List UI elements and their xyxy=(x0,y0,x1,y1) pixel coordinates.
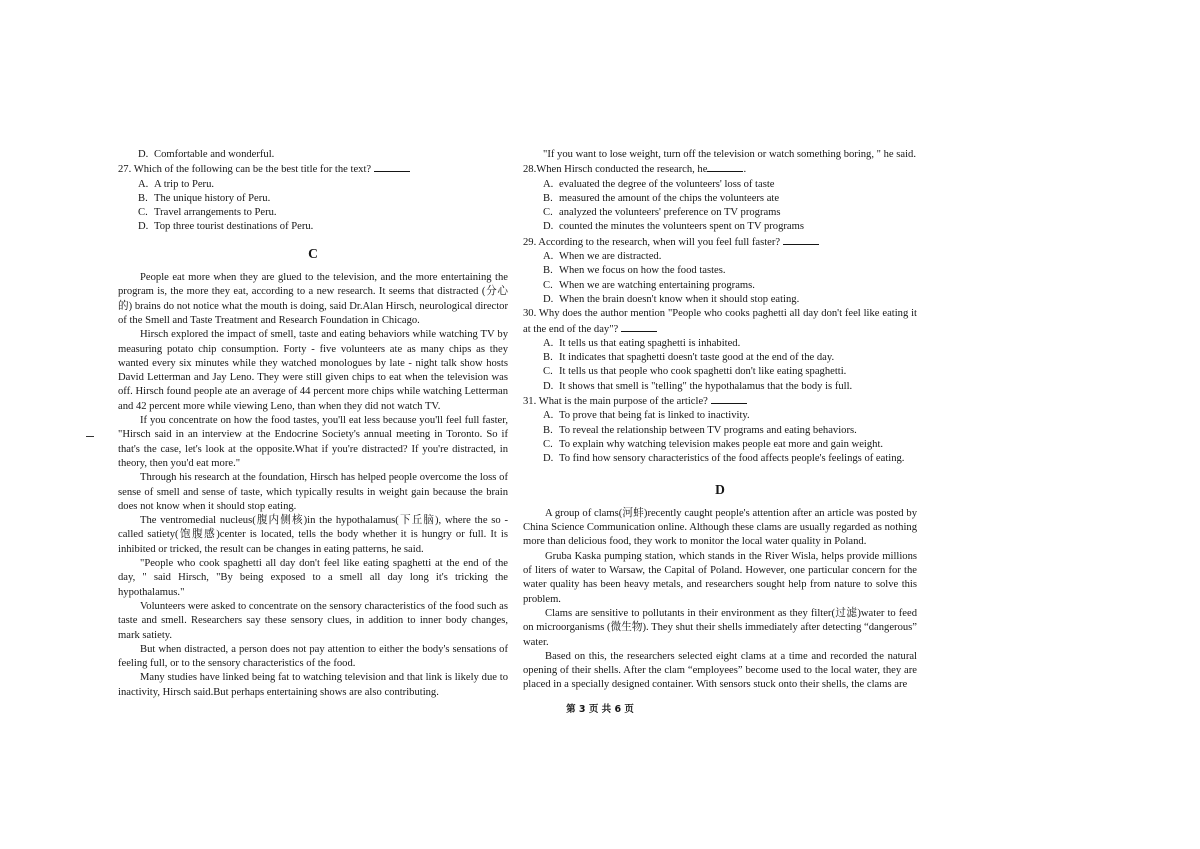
question-stem-text: 31. What is the main purpose of the article? xyxy=(523,396,708,408)
question-stem xyxy=(523,162,917,177)
option-letter: C. xyxy=(543,366,553,378)
question-30 xyxy=(523,307,917,394)
passage-paragraph: Gruba Kaska pumping station, which stands in the River Wisla, helps provide millions of liters of water to Warsaw, the Capital of Poland. However, one particular concern for the water quality has been heavy metals, and researchers sought help from nature to solve this problem. xyxy=(523,550,917,605)
option-letter: B. xyxy=(138,192,148,204)
option-text: Comfortable and wonderful. xyxy=(154,149,275,160)
option-letter: A. xyxy=(543,251,554,263)
stem-period: . xyxy=(743,164,747,176)
option-text: It tells us that people who cook spaghetti don't like eating spaghetti. xyxy=(559,366,847,378)
question-27 xyxy=(118,162,508,234)
section-c-title: C xyxy=(308,245,318,261)
option-letter: A. xyxy=(543,178,554,190)
quote-line: "If you want to lose weight, turn off the television or watch something boring, " he said. xyxy=(543,149,916,160)
q26-option-d xyxy=(118,148,508,162)
question-29 xyxy=(523,235,917,307)
option-text: When we focus on how the food tastes. xyxy=(559,265,726,277)
question-stem-text: 28.When Hirsch conducted the research, he xyxy=(523,164,708,176)
option-text: To reveal the relationship between TV programs and eating behaviors. xyxy=(559,424,857,436)
option-letter: D. xyxy=(138,149,149,160)
option-letter: D. xyxy=(543,293,554,305)
option-text: When we are watching entertaining programs. xyxy=(559,279,755,291)
option-text: It indicates that spaghetti doesn't taste good at the end of the day. xyxy=(559,352,835,364)
passage-paragraph: If you concentrate on how the food tastes, you'll eat less because you'll feel full faster, "Hirsch said in an interview at the Endocrine Society's annual meeting in Toronto. So if that's the case, let's look at the opposite.What if you're distracted? If you're distracted, in theory, then you'd eat more." xyxy=(118,415,508,469)
option-text: To find how sensory characteristics of the food affects people's feelings of eating. xyxy=(559,453,905,465)
passage-paragraph: A group of clams(河蚌)recently caught people's attention after an article was posted by China Science Communication online. Although these clams are usually regarded as nothing more than delicious food, they work to monitor the local water quality in Poland. xyxy=(523,507,917,548)
option xyxy=(523,264,917,278)
option xyxy=(523,279,917,293)
option xyxy=(523,250,917,264)
option-letter: C. xyxy=(543,207,553,219)
option xyxy=(118,178,508,192)
question-stem xyxy=(118,162,508,177)
page-number-footer: 第 3 页 共 6 页 xyxy=(566,704,634,715)
answer-blank xyxy=(707,162,743,172)
option xyxy=(118,192,508,206)
option-letter: B. xyxy=(543,424,553,436)
option xyxy=(523,380,917,394)
passage-paragraph: Based on this, the researchers selected eight clams at a time and recorded the natural opening of their shells. After the clam “employees” become used to the local water, they are placed in a specially designed container. With sensors stuck onto their shells, the clams are xyxy=(523,650,917,691)
margin-mark xyxy=(86,436,94,437)
question-stem xyxy=(523,235,917,250)
option-text: It shows that smell is "telling" the hypothalamus that the body is full. xyxy=(559,380,853,392)
option xyxy=(523,192,917,206)
option-text: analyzed the volunteers' preference on TV programs xyxy=(559,207,781,219)
passage-paragraph: Clams are sensitive to pollutants in their environment as they filter(过滤)water to feed on microorganisms (微生物). They shut their shells immediately after detecting “dangerous” water. xyxy=(523,607,917,648)
option-letter: A. xyxy=(543,410,554,422)
option-text: counted the minutes the volunteers spent on TV programs xyxy=(559,221,804,233)
option xyxy=(523,293,917,307)
passage-paragraph: Hirsch explored the impact of smell, taste and eating behaviors while watching TV by measuring potato chip consumption. Forty - five volunteers ate as many chips as they wanted every six minutes while they watched monologues by late - night talk show hosts David Letterman and Jay Leno. They were still given chips to eat when the television was off. Hirsch found people ate an average of 44 percent more chips while watching Letterman and 42 percent more while viewing Leno, than when they did not watch TV. xyxy=(118,329,508,412)
passage-paragraph: "People who cook spaghetti all day don't feel like eating spaghetti at the end of the day, " said Hirsch, "By being exposed to a smell all day long it's tricking the hypothalamus." xyxy=(118,558,508,598)
question-stem-text: 30. Why does the author mention "People who cooks paghetti all day don't feel like eating it at the end of the day"? xyxy=(523,308,917,335)
option-letter: D. xyxy=(543,453,554,465)
option xyxy=(523,438,917,452)
option xyxy=(523,409,917,423)
section-d-title: D xyxy=(715,481,725,497)
option-text: Top three tourist destinations of Peru. xyxy=(154,221,314,233)
answer-blank xyxy=(783,235,819,245)
passage-paragraph: Through his research at the foundation, Hirsch has helped people overcome the loss of sense of smell and sense of taste, which typically results in weight gain because the brain does not know when it should stop eating. xyxy=(118,472,508,512)
option xyxy=(523,206,917,220)
option xyxy=(118,206,508,220)
option-text: Travel arrangements to Peru. xyxy=(154,207,277,219)
option-letter: D. xyxy=(138,221,149,233)
option xyxy=(523,337,917,351)
option-letter: D. xyxy=(543,380,554,392)
option xyxy=(523,365,917,379)
option-letter: B. xyxy=(543,265,553,277)
passage-paragraph: But when distracted, a person does not pay attention to either the body's sensations of feeling full, or to the sensory characteristics of the food. xyxy=(118,643,508,670)
answer-blank xyxy=(711,394,747,404)
left-column xyxy=(118,148,508,700)
option-text: It tells us that eating spaghetti is inhabited. xyxy=(559,337,741,349)
option-letter: B. xyxy=(543,192,553,204)
option-text: To prove that being fat is linked to inactivity. xyxy=(559,410,750,422)
option-text: The unique history of Peru. xyxy=(154,192,271,204)
option-text: evaluated the degree of the volunteers' loss of taste xyxy=(559,178,775,190)
option-letter: C. xyxy=(543,438,553,450)
option xyxy=(118,220,508,234)
option-letter: D. xyxy=(543,221,554,233)
option-text: measured the amount of the chips the volunteers ate xyxy=(559,192,780,204)
option-letter: C. xyxy=(138,207,148,219)
question-31 xyxy=(523,394,917,466)
passage-paragraph: Many studies have linked being fat to watching television and that link is likely due to inactivity, Hirsch said.But perhaps entertaining shows are also contributing. xyxy=(118,672,508,698)
right-column xyxy=(523,148,917,693)
option xyxy=(523,178,917,192)
option-text: To explain why watching television makes people eat more and gain weight. xyxy=(559,438,884,450)
question-stem-text: 29. According to the research, when will you feel full faster? xyxy=(523,236,781,248)
answer-blank xyxy=(374,162,410,172)
question-stem-text: 27. Which of the following can be the best title for the text? xyxy=(118,164,372,176)
answer-blank xyxy=(621,322,657,332)
passage-paragraph: The ventromedial nucleus(腹内侧核)in the hypothalamus(下丘脑), where the so - called satiety(饱腹感)center is located, tells the body whether it is hungry or full. It is inhibited or tricked, the result can be changes in eating patterns, he said. xyxy=(118,515,508,555)
option xyxy=(523,351,917,365)
option-text: When we are distracted. xyxy=(559,251,662,263)
option xyxy=(523,220,917,234)
option-letter: C. xyxy=(543,279,553,291)
option-letter: B. xyxy=(543,352,553,364)
option-text: When the brain doesn't know when it should stop eating. xyxy=(559,293,800,305)
question-stem xyxy=(523,307,917,337)
passage-paragraph: Volunteers were asked to concentrate on the sensory characteristics of the food such as taste and smell. Researchers say these sensory clues, in addition to inner body changes, mark satiety. xyxy=(118,600,508,641)
option-text: A trip to Peru. xyxy=(154,178,215,190)
option xyxy=(523,424,917,438)
question-stem xyxy=(523,394,917,409)
option xyxy=(523,452,917,466)
passage-paragraph: People eat more when they are glued to the television, and the more entertaining the program is, the more they eat, according to a new research. It seems that distracted (分心的) brains do not notice what the mouth is doing, said Dr.Alan Hirsch, neurological director of the Smell and Taste Treatment and Research Foundation in Chicago. xyxy=(118,272,508,326)
option-letter: A. xyxy=(543,337,554,349)
option-letter: A. xyxy=(138,178,149,190)
question-28 xyxy=(523,162,917,234)
